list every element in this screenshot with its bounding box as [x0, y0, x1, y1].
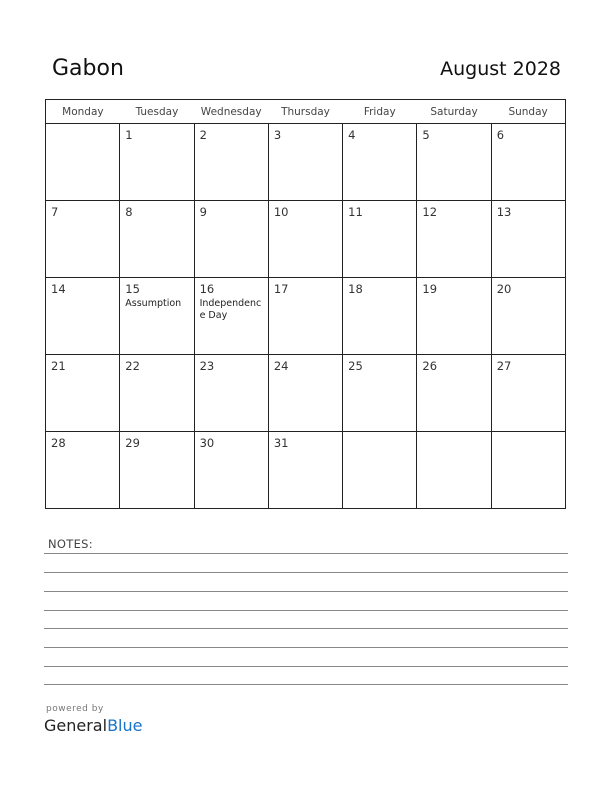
day-cell — [120, 355, 194, 432]
day-number: 29 — [125, 436, 140, 450]
day-cell — [417, 278, 491, 355]
day-number: 2 — [199, 128, 207, 142]
week-row — [46, 432, 566, 509]
month-year-title: August 2028 — [440, 58, 561, 80]
day-number: 13 — [496, 205, 512, 219]
day-number — [343, 432, 416, 437]
day-cell — [46, 355, 120, 432]
calendar-body — [46, 124, 566, 509]
holiday-label: Assumption — [125, 298, 182, 309]
day-number: 28 — [51, 436, 66, 450]
weekday-sunday: Sunday — [491, 100, 565, 124]
day-cell — [120, 432, 194, 509]
day-number: 5 — [422, 128, 430, 142]
day-cell — [268, 124, 342, 201]
day-cell — [491, 278, 565, 355]
day-number — [46, 124, 119, 129]
day-cell — [343, 201, 417, 278]
day-number: 8 — [125, 205, 133, 219]
day-number: 12 — [422, 205, 438, 219]
brand-blue-text: Blue — [107, 716, 143, 735]
day-cell — [194, 432, 268, 509]
note-line — [44, 666, 568, 667]
day-cell — [120, 278, 194, 355]
day-cell — [343, 355, 417, 432]
week-row — [46, 201, 566, 278]
weekday-friday: Friday — [343, 100, 417, 124]
notes-label: NOTES: — [48, 537, 93, 551]
day-cell — [343, 278, 417, 355]
day-number: 1 — [125, 128, 133, 142]
day-number: 16 — [199, 282, 215, 296]
day-cell — [491, 124, 565, 201]
day-cell — [417, 201, 491, 278]
day-cell — [46, 278, 120, 355]
day-number: 14 — [51, 282, 66, 296]
weekday-monday: Monday — [46, 100, 120, 124]
day-number: 11 — [348, 205, 363, 219]
day-cell — [120, 201, 194, 278]
powered-by-text: powered by — [46, 704, 104, 714]
note-line — [44, 610, 568, 611]
weekday-tuesday: Tuesday — [120, 100, 194, 124]
day-number: 6 — [496, 128, 505, 142]
note-line — [44, 628, 568, 629]
day-number: 22 — [125, 359, 140, 373]
day-cell — [417, 355, 491, 432]
calendar-grid — [45, 99, 566, 509]
weekday-wednesday: Wednesday — [194, 100, 268, 124]
day-cell — [268, 278, 342, 355]
weekday-header-row — [46, 100, 566, 124]
note-line — [44, 553, 568, 554]
day-number: 31 — [273, 436, 289, 450]
day-cell — [268, 355, 342, 432]
note-line — [44, 684, 568, 685]
day-number — [492, 432, 565, 437]
day-cell — [194, 124, 268, 201]
day-cell — [194, 278, 268, 355]
day-cell — [46, 201, 120, 278]
day-number: 20 — [496, 282, 512, 296]
day-cell — [417, 124, 491, 201]
day-number: 10 — [273, 205, 289, 219]
day-number: 7 — [51, 205, 59, 219]
day-number: 26 — [422, 359, 438, 373]
week-row — [46, 278, 566, 355]
weekday-thursday: Thursday — [268, 100, 342, 124]
note-line — [44, 591, 568, 592]
day-number: 24 — [273, 359, 289, 373]
day-cell — [343, 432, 417, 509]
week-row — [46, 355, 566, 432]
day-cell — [46, 432, 120, 509]
brand-logo — [44, 716, 142, 736]
day-number: 23 — [199, 359, 215, 373]
day-number — [417, 432, 490, 437]
day-number: 3 — [273, 128, 282, 142]
day-number: 27 — [496, 359, 512, 373]
holiday-label: Independence Day — [199, 298, 262, 321]
day-number: 9 — [199, 205, 207, 219]
day-number: 4 — [348, 128, 356, 142]
day-cell — [491, 355, 565, 432]
day-cell — [268, 432, 342, 509]
day-number: 30 — [199, 436, 215, 450]
week-row — [46, 124, 566, 201]
day-number: 15 — [125, 282, 140, 296]
day-number: 17 — [273, 282, 289, 296]
day-number: 21 — [51, 359, 66, 373]
brand-general-text: General — [44, 716, 108, 735]
note-line — [44, 572, 568, 573]
day-cell — [194, 201, 268, 278]
day-cell — [343, 124, 417, 201]
day-cell — [268, 201, 342, 278]
day-cell — [46, 124, 120, 201]
day-cell — [491, 201, 565, 278]
country-title: Gabon — [52, 56, 124, 81]
day-number: 18 — [348, 282, 363, 296]
day-number: 19 — [422, 282, 438, 296]
weekday-saturday: Saturday — [417, 100, 491, 124]
day-cell — [417, 432, 491, 509]
day-cell — [491, 432, 565, 509]
day-cell — [194, 355, 268, 432]
day-cell — [120, 124, 194, 201]
day-number: 25 — [348, 359, 363, 373]
note-line — [44, 647, 568, 648]
